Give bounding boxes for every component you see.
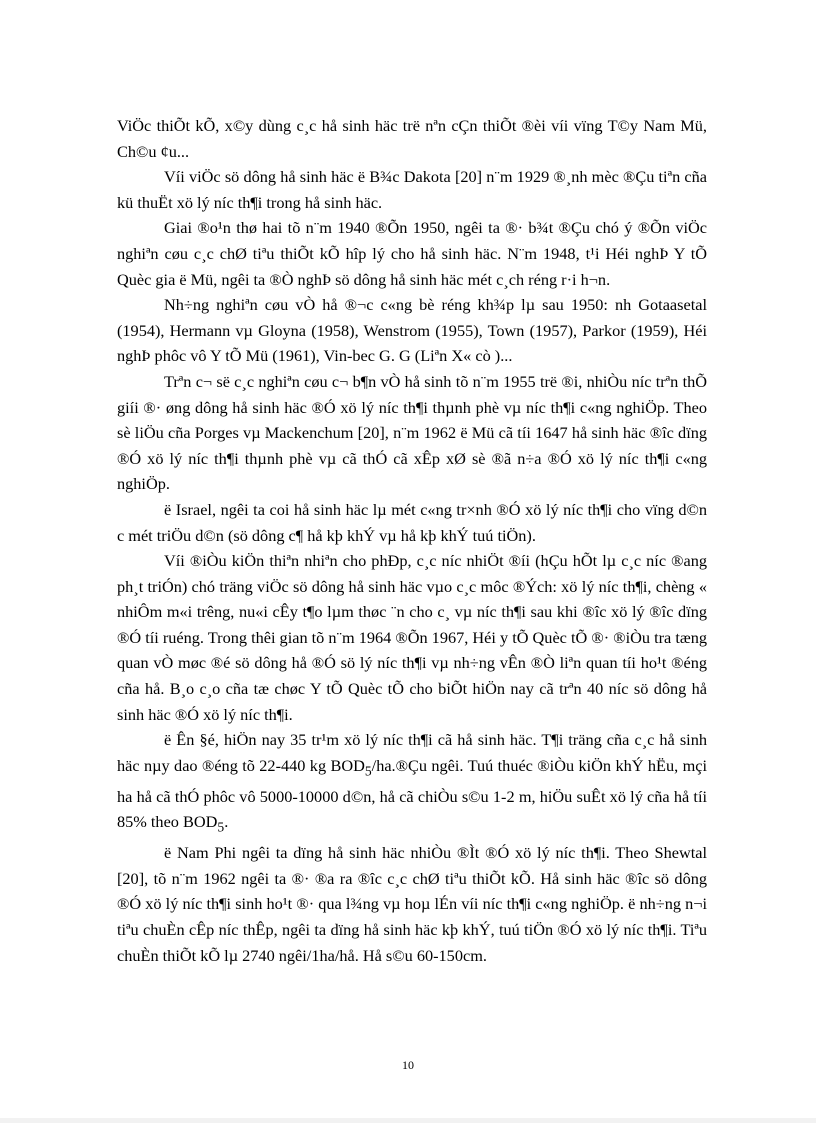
paragraph-3: Giai ®o¹n thø hai tõ n¨m 1940 ®Õn 1950, ngêi ta ®· b¾t ®Çu chó ý ®Õn viÖc nghiªn cøu c¸c chØ tiªu thiÕt kÕ hîp lý cho hå sinh häc. N¨m 1948, t¹i Héi nghÞ Y tÕ Quèc gia ë Mü, ngêi ta ®Ò nghÞ sö dông hå sinh häc mét c¸ch réng r·i h¬n. xyxy=(117,218,707,289)
paragraph-2: Víi viÖc sö dông hå sinh häc ë B¾c Dakota [20] n¨m 1929 ®¸nh mèc ®Çu tiªn cña kü thuËt xö lý níc th¶i trong hå sinh häc. xyxy=(117,167,707,212)
document-body xyxy=(117,113,707,968)
page-bottom-edge xyxy=(0,1118,816,1123)
paragraph-1: ViÖc thiÕt kÕ, x©y dùng c¸c hå sinh häc trë nªn cÇn thiÕt ®èi víi vïng T©y Nam Mü, Ch©u ¢u... xyxy=(117,116,707,161)
paragraph-5: Trªn c¬ së c¸c nghiªn cøu c¬ b¶n vÒ hå sinh tõ n¨m 1955 trë ®i, nhiÒu níc trªn thÕ giíi ®· øng dông hå sinh häc ®Ó xö lý níc th¶i thµnh phè vµ níc th¶i c«ng nghiÖp. Theo sè liÖu cña Porges vµ Mackenchum [20], n¨m 1962 ë Mü cã tíi 1647 hå sinh häc ®îc dïng ®Ó xö lý níc th¶i thµnh phè vµ cã thÓ cã xÊp xØ sè ®ã n÷a ®Ó xö lý níc th¶i c«ng nghiÖp. xyxy=(117,371,707,494)
paragraph-6: ë Israel, ngêi ta coi hå sinh häc lµ mét c«ng tr×nh ®Ó xö lý níc th¶i cho vïng d©n c mét triÖu d©n (sö dông c¶ hå kþ khÝ vµ hå kþ khÝ tuú tiÖn). xyxy=(117,499,707,545)
page-number: 10 xyxy=(402,1058,414,1072)
paragraph-9: ë Nam Phi ngêi ta dïng hå sinh häc nhiÒu ®Ìt ®Ó xö lý níc th¶i. Theo Shewtal [20], tõ n¨m 1962 ngêi ta ®· ®a ra ®îc c¸c chØ tiªu thiÕt kÕ. Hå sinh häc ®îc sö dông ®Ó xö lý níc th¶i sinh ho¹t ®· qua l¾ng vµ hoµ lÉn víi níc th¶i c«ng nghiÖp. ë nh÷ng n¬i tiªu chuÈn cÊp níc thÊp, ngêi ta dïng hå sinh häc kþ khÝ, tuú tiÖn ®Ó xö lý níc th¶i. Tiªu chuÈn thiÕt kÕ lµ 2740 ngêi/1ha/hå. Hå s©u 60-150cm. xyxy=(117,843,707,965)
paragraph-4: Nh÷ng nghiªn cøu vÒ hå ®¬c c«ng bè réng kh¾p lµ sau 1950: nh Gotaasetal (1954), Hermann vµ Gloyna (1958), Wenstrom (1955), Town (1957), Parkor (1959), Héi nghÞ phôc vô Y tÕ Mü (1961), Vin-bec G. G (Liªn X« cò )... xyxy=(117,295,707,366)
paragraph-7: Víi ®iÒu kiÖn thiªn nhiªn cho phÐp, c¸c níc nhiÖt ®íi (hÇu hÕt lµ c¸c níc ®ang ph¸t triÓn) chó träng viÖc sö dông hå sinh häc vµo c¸c môc ®Ých: xö lý níc th¶i, chèng « nhiÔm m«i trêng, nu«i cÊy t¶o lµm thøc ¨n cho c¸ vµ níc th¶i sau khi ®îc xö lý ®îc dïng ®Ó tíi ruéng. Trong thêi gian tõ n¨m 1964 ®Õn 1967, Héi y tÕ Quèc tÕ ®· ®iÒu tra tæng quan vÒ møc ®é sö dông hå ®Ó sö lý níc th¶i vµ nh÷ng vÊn ®Ò liªn quan tíi ho¹t ®éng cña hå. B¸o c¸o cña tæ chøc Y tÕ Quèc tÕ cho biÕt hiÖn nay cã trªn 40 níc sö dông hå sinh häc ®Ó xö lý níc th¶i. xyxy=(117,551,707,724)
paragraph-8: ë Ên §é, hiÖn nay 35 tr¹m xö lý níc th¶i cã hå sinh häc. T¶i träng cña c¸c hå sinh häc nµy dao ®éng tõ 22-440 kg $BOD_5/ha.®Çu$ ngêi. Tuú thuéc ®iÒu kiÖn khÝ hËu, mçi ha hå cã thÓ phôc vô 5000-10000 d©n, hå cã chiÒu s©u 1-2 m, hiÖu suÊt xö lý cña hå tíi 85% theo $BOD_5$. xyxy=(117,730,707,835)
